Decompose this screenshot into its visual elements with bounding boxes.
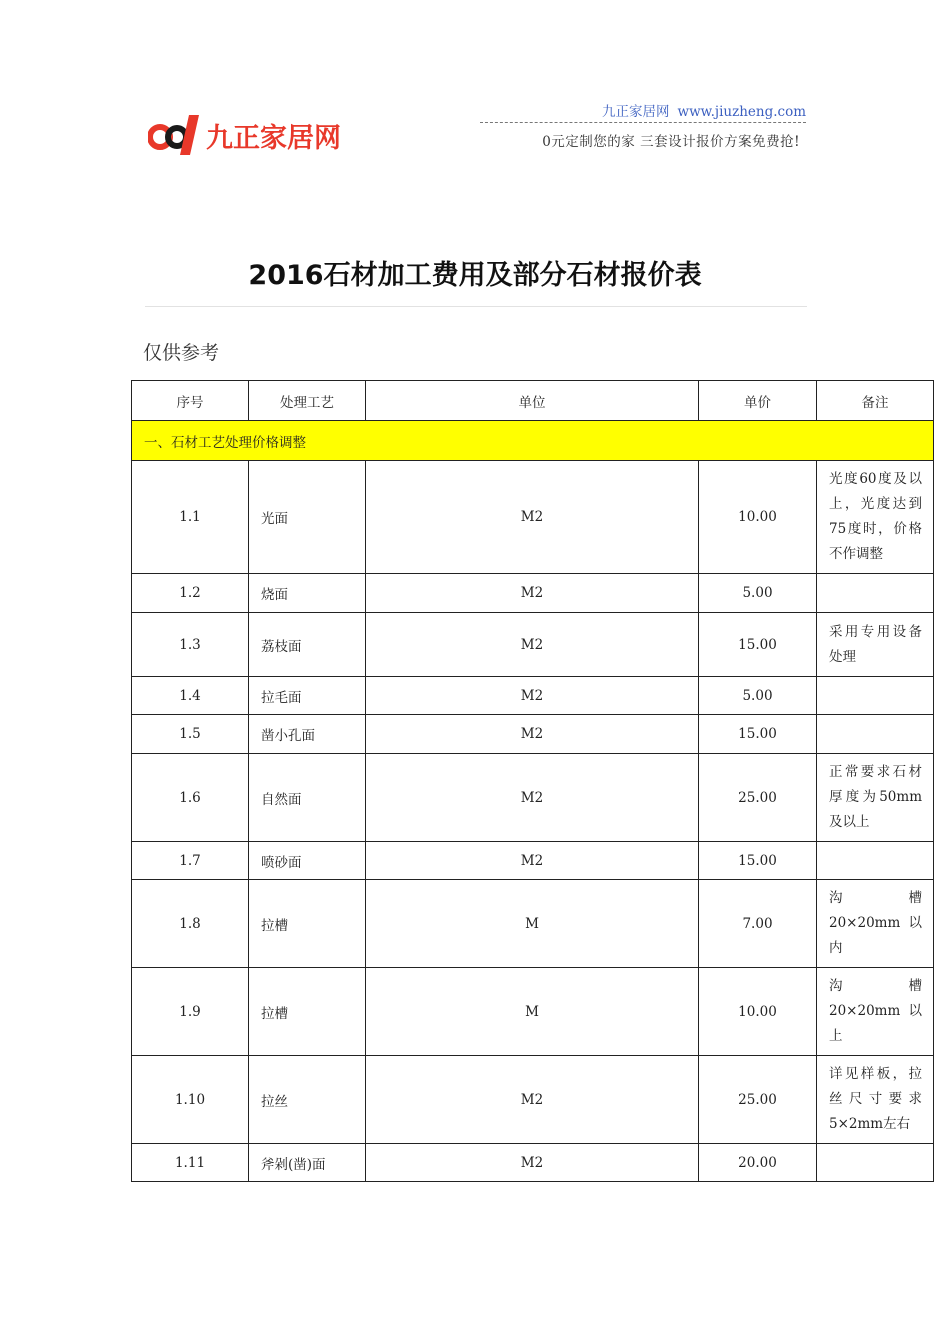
row-unit: M2 xyxy=(366,1056,699,1144)
row-price: 15.00 xyxy=(699,842,817,880)
section-row xyxy=(132,421,934,461)
row-unit: M2 xyxy=(366,677,699,715)
row-unit: M2 xyxy=(366,754,699,842)
row-unit: M2 xyxy=(366,842,699,880)
row-number: 1.10 xyxy=(132,1056,249,1144)
row-process: 烧面 xyxy=(249,574,366,613)
column-header-unit: 单位 xyxy=(366,381,699,421)
row-number: 1.1 xyxy=(132,461,249,574)
row-number: 1.11 xyxy=(132,1144,249,1182)
row-note xyxy=(817,677,934,715)
table-row xyxy=(132,613,934,677)
row-number: 1.2 xyxy=(132,574,249,613)
site-url[interactable]: www.jiuzheng.com xyxy=(677,104,806,120)
row-price: 20.00 xyxy=(699,1144,817,1182)
site-logo[interactable] xyxy=(148,113,348,157)
row-note: 光度60度及以上，光度达到75度时，价格不作调整 xyxy=(817,461,934,574)
row-number: 1.3 xyxy=(132,613,249,677)
row-process: 喷砂面 xyxy=(249,842,366,880)
row-number: 1.7 xyxy=(132,842,249,880)
row-number: 1.9 xyxy=(132,968,249,1056)
title-divider xyxy=(145,306,807,307)
row-unit: M2 xyxy=(366,613,699,677)
row-number: 1.4 xyxy=(132,677,249,715)
column-header-price: 单价 xyxy=(699,381,817,421)
table-row xyxy=(132,715,934,754)
table-row xyxy=(132,968,934,1056)
table-row xyxy=(132,574,934,613)
column-header-no: 序号 xyxy=(132,381,249,421)
header-divider xyxy=(480,122,806,123)
row-process: 拉槽 xyxy=(249,880,366,968)
row-note: 采用专用设备处理 xyxy=(817,613,934,677)
column-header-process: 处理工艺 xyxy=(249,381,366,421)
row-price: 15.00 xyxy=(699,613,817,677)
section-title: 一、石材工艺处理价格调整 xyxy=(132,421,934,461)
table-row xyxy=(132,842,934,880)
row-price: 5.00 xyxy=(699,677,817,715)
price-table xyxy=(131,380,934,1182)
row-number: 1.6 xyxy=(132,754,249,842)
page-subtitle: 仅供参考 xyxy=(143,342,220,364)
row-note: 详见样板，拉丝尺寸要求5×2mm左右 xyxy=(817,1056,934,1144)
row-unit: M2 xyxy=(366,461,699,574)
row-price: 5.00 xyxy=(699,574,817,613)
row-process: 光面 xyxy=(249,461,366,574)
row-note xyxy=(817,1144,934,1182)
promo-slogan: 0元定制您的家 三套设计报价方案免费抢! xyxy=(542,134,800,150)
row-price: 10.00 xyxy=(699,461,817,574)
row-process: 拉丝 xyxy=(249,1056,366,1144)
row-process: 拉槽 xyxy=(249,968,366,1056)
table-header-row xyxy=(132,381,934,421)
row-note: 正常要求石材厚度为50mm及以上 xyxy=(817,754,934,842)
row-price: 25.00 xyxy=(699,754,817,842)
logo-text: 九正家居网 xyxy=(206,122,341,154)
table-row xyxy=(132,880,934,968)
site-name[interactable]: 九正家居网 xyxy=(602,104,670,120)
row-process: 拉毛面 xyxy=(249,677,366,715)
row-number: 1.5 xyxy=(132,715,249,754)
row-price: 25.00 xyxy=(699,1056,817,1144)
row-unit: M xyxy=(366,968,699,1056)
row-note xyxy=(817,715,934,754)
row-price: 10.00 xyxy=(699,968,817,1056)
table-row xyxy=(132,677,934,715)
row-note: 沟槽20×20mm以内 xyxy=(817,880,934,968)
column-header-note: 备注 xyxy=(817,381,934,421)
table-row xyxy=(132,1056,934,1144)
table-row xyxy=(132,754,934,842)
table-row xyxy=(132,1144,934,1182)
page-title: 2016石材加工费用及部分石材报价表 xyxy=(248,260,702,291)
logo-mark-icon xyxy=(148,113,200,157)
row-unit: M2 xyxy=(366,715,699,754)
row-process: 斧剁(凿)面 xyxy=(249,1144,366,1182)
row-unit: M2 xyxy=(366,574,699,613)
row-unit: M2 xyxy=(366,1144,699,1182)
row-price: 15.00 xyxy=(699,715,817,754)
row-process: 自然面 xyxy=(249,754,366,842)
row-unit: M xyxy=(366,880,699,968)
row-note xyxy=(817,842,934,880)
row-number: 1.8 xyxy=(132,880,249,968)
table-row xyxy=(132,461,934,574)
row-note xyxy=(817,574,934,613)
row-price: 7.00 xyxy=(699,880,817,968)
row-note: 沟槽20×20mm以上 xyxy=(817,968,934,1056)
row-process: 凿小孔面 xyxy=(249,715,366,754)
row-process: 荔枝面 xyxy=(249,613,366,677)
site-link[interactable] xyxy=(480,100,806,120)
